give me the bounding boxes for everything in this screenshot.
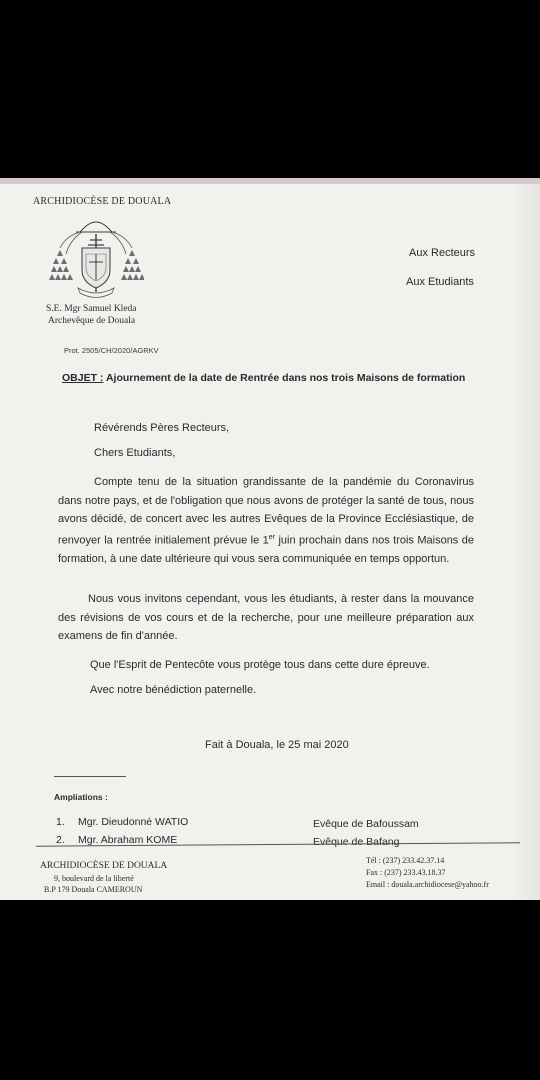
footer-phone: Tél : (237) 233.42.37.14 <box>366 856 445 865</box>
footer-address-line-2: B.P 179 Douala CAMEROUN <box>44 885 143 894</box>
salutation-students: Chers Etudiants, <box>94 447 176 459</box>
ampliation-name: Mgr. Dieudonné WATIO <box>78 816 189 828</box>
salutation-rectors: Révérends Pères Recteurs, <box>94 422 230 434</box>
footer-fax: Fax : (237) 233.43.18.37 <box>366 868 446 877</box>
letterhead-title: ARCHIDIOCÈSE DE DOUALA <box>33 196 172 207</box>
ampliations-label: Ampliations : <box>54 792 108 802</box>
closing-wish: Que l'Esprit de Pentecôte vous protège tous dans cette dure épreuve. <box>90 659 430 671</box>
ordinal-superscript: er <box>268 533 276 541</box>
letter-page <box>0 178 540 900</box>
ampliation-number: 1. <box>56 816 65 828</box>
footer-email: Email : douala.archidiocese@yahoo.fr <box>366 880 489 889</box>
ampliation-role: Evêque de Bafoussam <box>313 818 419 830</box>
bishop-name: S.E. Mgr Samuel Kleda <box>46 304 137 314</box>
body-paragraph-1 <box>58 473 474 569</box>
ampliation-name: Mgr. Abraham KOME <box>78 834 178 846</box>
subject-label: OBJET : <box>62 372 104 384</box>
signature-line <box>54 776 126 777</box>
subject-line <box>62 372 465 384</box>
footer-address-line-1: 9, boulevard de la liberté <box>54 874 134 883</box>
reference-number: Prot. 2505/CH/2020/AGRKV <box>64 346 159 355</box>
ampliation-role: Evêque de Bafang <box>313 836 400 848</box>
body-paragraph-2: Nous vous invitons cependant, vous les étudiants, à rester dans la mouvance des révisions de vos cours et de la recherche, pour une meilleure préparation aux examens de fin d'année. <box>58 593 474 643</box>
closing-blessing: Avec notre bénédiction paternelle. <box>90 684 257 696</box>
paper-edge <box>0 178 540 184</box>
archdiocese-coat-of-arms-icon <box>48 214 144 298</box>
recipient-rectors: Aux Recteurs <box>409 247 476 259</box>
place-date: Fait à Douala, le 25 mai 2020 <box>205 739 349 751</box>
paragraph-1-text-continued: juin prochain dans nos trois Maisons de formation, à une date ultérieure qui vous sera communiquée en temps opportun. <box>58 534 474 566</box>
subject-text: Ajournement de la date de Rentrée dans nos trois Maisons de formation <box>103 372 466 384</box>
paragraph-1-text: Compte tenu de la situation grandissante de la pandémie du Coronavirus dans notre pays, et de l'obligation que nous avons de protéger la santé de tous, nous avons décidé, de concert avec les autres Evêques de la Province Ecclésiastique, de renvoyer la rentrée initialement prévue le 1 <box>58 476 474 547</box>
footer-org: ARCHIDIOCÈSE DE DOUALA <box>40 861 168 871</box>
bishop-title: Archevêque de Douala <box>48 316 136 326</box>
recipient-students: Aux Etudiants <box>406 276 474 288</box>
ampliation-number: 2. <box>56 834 65 846</box>
